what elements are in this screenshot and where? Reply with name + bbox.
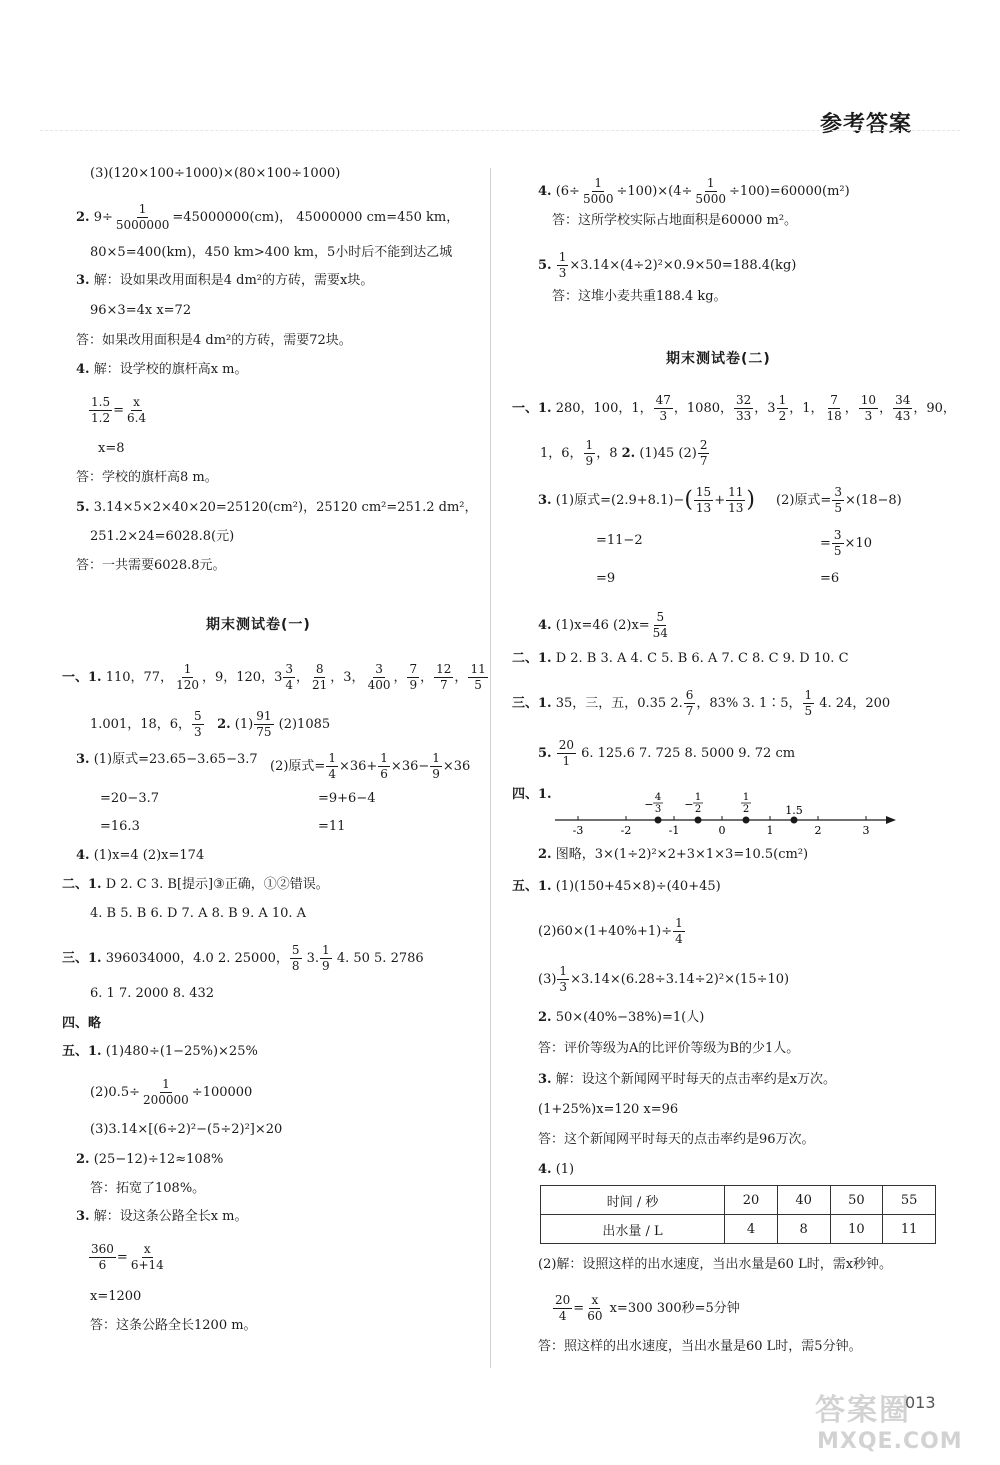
answer-line: 五、1. (1)480÷(1−25%)×25% (62, 1044, 258, 1059)
answer-line: 3. 解：设如果改用面积是4 dm²的方砖，需要x块。 (76, 273, 374, 288)
page-title: 参考答案 (819, 112, 912, 137)
answer-line: 答：拓宽了108%。 (90, 1181, 206, 1196)
answer-line: (2)解：设照这样的出水速度，当出水量是60 L时，需x秒钟。 (538, 1257, 893, 1272)
answer-line: 答：这所学校实际占地面积是60000 m²。 (552, 213, 798, 228)
table-cell: 20 (725, 1186, 778, 1215)
point-dot (791, 817, 798, 824)
answer-line: 五、1. (1)(150+45×8)÷(40+45) (512, 879, 721, 894)
answer-line: (3) $\frac{1}{3}$ ×3.14×(6.28÷3.14÷2)²×(15÷10) (538, 964, 790, 994)
point-dot (655, 817, 662, 824)
answer-line: 三、1. 35，三，五，0.35 2. $\frac{6}{7}$ ，83% 3. 1∶5， $\frac{1}{5}$ 4. 24，200 (512, 688, 891, 718)
table-cell: 55 (883, 1186, 936, 1215)
point-denominator: 2 (742, 804, 750, 815)
tick-label: -3 (572, 824, 584, 837)
answer-line: 四、略 (62, 1016, 102, 1031)
answer-line: (1+25%)x=120 x=96 (538, 1102, 679, 1117)
answer-line: 答：一共需要6028.8元。 (76, 558, 226, 573)
answer-line: =9 (596, 571, 616, 586)
answer-line: =11−2 (596, 533, 643, 548)
answer-line: 4. (1) (538, 1162, 575, 1177)
table-cell: 10 (830, 1215, 883, 1244)
answer-line: 一、1. 280，100，1， $\frac{47}{3}$ ，1080， $\frac{32}{33}$ ，3 $\frac{1}{2}$ ，1， $\frac{7}{18}$ ， $\frac{10}{3}$ ， $\frac{34}{43}$ ，90， (512, 393, 956, 423)
answer-line: (2)0.5÷ $\frac{1}{200000}$ ÷100000 (90, 1077, 253, 1107)
header-rule (40, 130, 960, 131)
point-label: 1.5 (785, 804, 803, 817)
answer-line: 4. (6÷ $\frac{1}{5000}$ ÷100)×(4÷ $\frac{1}{5000}$ ÷100)=60000(m²) (538, 176, 850, 206)
answer-line: 四、1. (512, 787, 552, 802)
answer-line: 1.001，18，6， $\frac{5}{3}$ 2. (1) $\frac{91}{75}$ (2)1085 (90, 709, 331, 739)
point-numerator: 4 (654, 792, 662, 803)
answer-line: (2)原式= $\frac{3}{5}$ ×(18−8) (776, 485, 902, 515)
point-denominator: 3 (654, 804, 662, 815)
answer-line: 答：学校的旗杆高8 m。 (76, 470, 218, 485)
column-divider (490, 168, 491, 1368)
fraction: $\frac{1}{5000000}$ (115, 202, 170, 232)
answer-line: 答：评价等级为A的比评价等级为B的少1人。 (538, 1041, 800, 1056)
answer-line: = $\frac{3}{5}$ ×10 (820, 528, 872, 558)
point-numerator: 1 (694, 792, 702, 803)
table-cell: 11 (883, 1215, 936, 1244)
answer-line: (2)60×(1+40%+1)÷ $\frac{1}{4}$ (538, 916, 683, 946)
table-row (541, 1186, 936, 1215)
answer-line: =9+6−4 (318, 791, 376, 806)
answer-line: (2)原式= $\frac{1}{4}$ ×36+ $\frac{1}{6}$ ×36− $\frac{1}{9}$ ×36 (270, 751, 471, 781)
point-dot (743, 817, 750, 824)
answer-line: 251.2×24=6028.8(元) (90, 529, 235, 544)
answer-line: 3. (1)原式=(2.9+8.1)−( $\frac{15}{13}$ + $\frac{11}{13}$ ) (538, 485, 755, 515)
point-numerator: 1 (742, 792, 750, 803)
proportion-equation: $\frac{20}{4}$ = $\frac{x}{60}$ x=300 300秒=5分钟 (555, 1293, 740, 1323)
answer-line: 96×3=4x x=72 (90, 303, 192, 318)
answer-line: 3. 解：设这个新闻网平时每天的点击率约是x万次。 (538, 1072, 837, 1087)
answer-line: =20−3.7 (100, 791, 160, 806)
answer-line: 2. 9÷ $\frac{1}{5000000}$ =45000000(cm)， 45000000 cm=450 km， (76, 202, 460, 232)
answer-line: 二、1. D 2. B 3. A 4. C 5. B 6. A 7. C 8. C 9. D 10. C (512, 651, 849, 666)
answer-line: 答：这堆小麦共重188.4 kg。 (552, 289, 727, 304)
point-sign: − (644, 798, 654, 811)
answer-line: 4. (1)x=46 (2)x= $\frac{5}{54}$ (538, 610, 668, 640)
answer-line: 答：如果改用面积是4 dm²的方砖，需要72块。 (76, 333, 352, 348)
answer-line: 5. $\frac{20}{1}$ 6. 125.6 7. 725 8. 5000 9. 72 cm (538, 738, 796, 768)
watermark-logo: 答案圈 MXQE.COM (815, 1393, 963, 1454)
table-row (541, 1215, 936, 1244)
answer-line: (3)3.14×[(6÷2)²−(5÷2)²]×20 (90, 1122, 283, 1137)
axis-arrow (886, 816, 896, 824)
answer-line: 答：这个新闻网平时每天的点击率约是96万次。 (538, 1132, 815, 1147)
answer-line: 二、1. D 2. C 3. B[提示]③正确，①②错误。 (62, 877, 329, 892)
answer-line: 80×5=400(km)，450 km>400 km，5小时后不能到达乙城 (90, 245, 453, 260)
table-cell: 出水量 / L (541, 1215, 725, 1244)
answer-line: x=8 (98, 441, 125, 456)
answer-line: 答：这条公路全长1200 m。 (90, 1318, 257, 1333)
answer-line: 三、1. 396034000，4.0 2. 25000， $\frac{5}{8}$ 3. $\frac{1}{9}$ 4. 50 5. 2786 (62, 943, 424, 973)
answer-line: 答：照这样的出水速度，当出水量是60 L时，需5分钟。 (538, 1339, 862, 1354)
answer-line: =6 (820, 571, 840, 586)
point-denominator: 2 (694, 804, 702, 815)
answer-line: 2. 50×(40%−38%)=1(人) (538, 1010, 705, 1025)
answer-line: x=1200 (90, 1289, 142, 1304)
answer-line: 2. 图略，3×(1÷2)²×2+3×1×3=10.5(cm²) (538, 847, 809, 862)
section-heading: 期末测试卷(二) (666, 351, 771, 367)
number-line (550, 790, 900, 840)
answer-line: 一、1. 110，77， $\frac{1}{120}$ ，9，120，3 $\frac{3}{4}$ ， $\frac{8}{21}$ ，3， $\frac{3}{400}$ ， $\frac{7}{9}$ ， $\frac{12}{7}$ ， $\frac{11}{5}$ (62, 662, 486, 692)
data-table (540, 1185, 936, 1244)
tick-label: -1 (668, 824, 680, 837)
answer-line: (3)(120×100÷1000)×(80×100÷1000) (90, 166, 341, 181)
point-sign: − (684, 798, 694, 811)
answer-line: 5. 3.14×5×2×40×20=25120(cm²)，25120 cm²=251.2 dm²， (76, 500, 478, 515)
section-heading: 期末测试卷(一) (206, 617, 311, 633)
tick-label: -2 (620, 824, 632, 837)
page-number: 013 (905, 1393, 936, 1412)
table-cell: 4 (725, 1215, 778, 1244)
answer-line: =11 (318, 819, 346, 834)
point-dot (695, 817, 702, 824)
tick-label: 0 (718, 824, 726, 837)
answer-line: 3. (1)原式=23.65−3.65−3.7 (76, 752, 258, 767)
answer-line: 3. 解：设这条公路全长x m。 (76, 1209, 248, 1224)
table-cell: 50 (830, 1186, 883, 1215)
proportion-equation: $\frac{1.5}{1.2}$ = $\frac{x}{6.4}$ (91, 395, 147, 425)
answer-line: 6. 1 7. 2000 8. 432 (90, 986, 215, 1001)
tick-label: 2 (814, 824, 822, 837)
answer-line: 2. (25−12)÷12≈108% (76, 1152, 224, 1167)
answer-line: 4. (1)x=4 (2)x=174 (76, 848, 205, 863)
answer-line: 5. $\frac{1}{3}$ ×3.14×(4÷2)²×0.9×50=188.4(kg) (538, 250, 797, 280)
tick-label: 1 (766, 824, 774, 837)
answer-line: =16.3 (100, 819, 140, 834)
table-cell: 40 (777, 1186, 830, 1215)
tick-label: 3 (862, 824, 870, 837)
answer-line: 4. 解：设学校的旗杆高x m。 (76, 362, 248, 377)
table-cell: 8 (777, 1215, 830, 1244)
proportion-equation: $\frac{360}{6}$ = $\frac{x}{6+14}$ (91, 1242, 164, 1272)
answer-line: 4. B 5. B 6. D 7. A 8. B 9. A 10. A (90, 906, 307, 921)
table-cell: 时间 / 秒 (541, 1186, 725, 1215)
answer-line: 1，6， $\frac{1}{9}$ ，8 2. (1)45 (2) $\frac{2}{7}$ (540, 438, 708, 468)
